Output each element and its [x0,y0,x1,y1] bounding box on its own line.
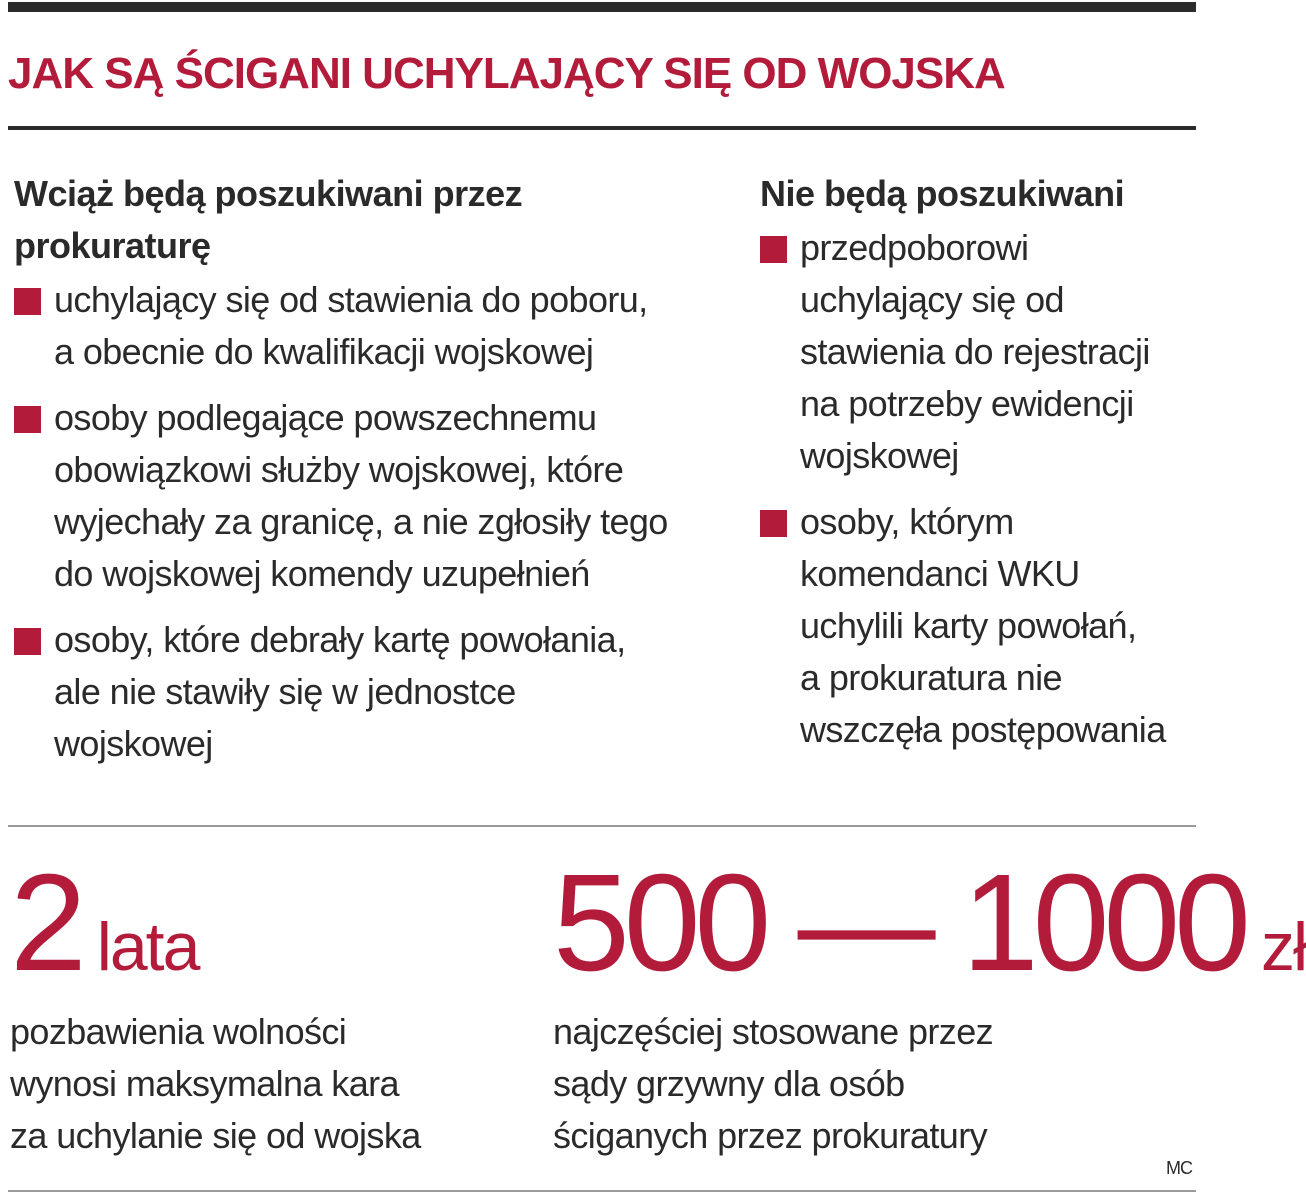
right-column [760,168,1196,770]
left-list [14,274,734,770]
top-rule [8,2,1196,12]
left-column-heading [14,168,734,272]
stat-max-penalty [10,848,530,1162]
square-bullet-icon [14,628,41,655]
list-item: przedpoborowi uchylający się od stawienia do rejestracji na potrzeby ewidencji wojskowej [760,222,1196,482]
author-credit: MC [1166,1158,1192,1178]
list-item: uchylający się od stawienia do poboru, a obecnie do kwalifikacji wojskowej [14,274,734,378]
section-divider [8,825,1196,827]
stat-unit: zł [1260,909,1306,985]
stat-figure [553,846,1306,1000]
title-rule [8,126,1196,130]
left-column [14,168,734,784]
stat-unit: lata [96,909,199,985]
list-item: osoby, które debrały kartę powołania, ale nie stawiły się w jednostce wojskowej [14,614,734,770]
square-bullet-icon [760,236,787,263]
stat-figure [10,848,530,998]
bottom-rule [8,1190,1196,1192]
left-heading-line2: prokuraturę [14,225,211,266]
right-column-heading: Nie będą poszukiwani [760,173,1125,214]
right-list [760,222,1196,756]
square-bullet-icon [760,510,787,537]
list-item: osoby podlegające powszechnemu obowiązkowi służby wojskowej, które wyjechały za granicę, a nie zgłosiły tego do wojskowej komendy uzupełnień [14,392,734,600]
left-heading-line1: Wciąż będą poszukiwani przez [14,173,523,214]
stat-description: pozbawienia wolności wynosi maksymalna kara za uchylanie się od wojska [10,1011,421,1156]
list-item: osoby, którym komendanci WKU uchylili karty powołań, a prokuratura nie wszczęła postępowania [760,496,1196,756]
stat-number: 500 — 1000 [553,846,1245,1000]
page-title: JAK SĄ ŚCIGANI UCHYLAJĄCY SIĘ OD WOJSKA [8,49,1005,98]
square-bullet-icon [14,288,41,315]
square-bullet-icon [14,406,41,433]
stat-description: najczęściej stosowane przez sądy grzywny dla osób ściganych przez prokuratury [553,1011,994,1156]
stat-fines [553,846,1306,1162]
stat-number: 2 [10,846,81,1000]
